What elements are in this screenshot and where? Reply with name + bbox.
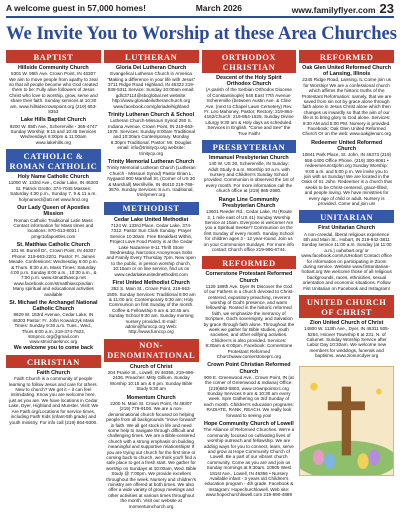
church-name: Immanuel Presbyterian Church: [209, 155, 289, 162]
church-details: 1129 189th Ave. Dyer IN Discover the God of our Fathers in a church devoted to Christ-centered, expository preaching, reverent worship of God's presence, and warm fellowship. Rooted in the historic reformed faith, we emphasize the inerrancy of Scripture, God's sovereignty, and Salvation by grace through faith alone. Throughout the week we gather for Bible studies, youth societies, and other edifying activities. Children's is also provided. Services: 9:30am & 6:00pm. Facebook: Cornerstone Protestant Reformed Churchwww.cornerstoneprc.org: [203, 283, 295, 360]
page-header: [6, 0, 394, 18]
church-details: 2245 Ridge Road, Lansing, IL Come join us for Worship! We are a confessional church which affirms the historic truths of the Protestant Reformation: namely, that we are saved from sin not by grace alone through faith alone in Jesus Christ alone which then changes us inwardly so that the aim of our life is to bring glory to God alone. Services: 9:30 AM and 5:00 PM. Nursery is provided. Facebook: Oak Glen United Reformed Church Or on the web: www.oakglenurc.org: [301, 77, 392, 137]
section-header-baptist: BAPTIST: [6, 50, 101, 63]
church-listing: [6, 370, 101, 425]
church-details: A non-creedal, liberal religious experience 5th and Main St., Hobart, IN 219-942-3811 Sunday service 11:00 a.m. Sunday (at 11:00 a.m.) uuhobart.org/ or www.facebook.com/UUHobart Contact office for information on participating in Zoom during service. Website www.firstunitarian-hobart.org We welcome those of all religious backgrounds, races, ethnicities, sexual orientation and economic situations. Follow Fist Unitarian on Facebook and Instagram!: [301, 231, 392, 291]
church-listing: [104, 112, 199, 156]
church-listing: [6, 242, 101, 297]
church-name: First United Methodist Church: [112, 280, 190, 286]
church-listing: [6, 205, 101, 239]
church-details: (A parish of the Serbian Orthodox Diocese of Constantinople) 545 East 77th Avenue Schererville (between Austin Ave. & Cline Ave. (next to Chapel Lawn Cemetery) Rev. Fr. Leo Mahoney, Pastor; Rectory: 219-864-4162/Church: 219-864-1525. Sunday Divine Liturgy 9:30 am & Holy days as scheduled. Services in English. "Come and See" the True Faith!: [204, 87, 294, 136]
church-details: 7124 W. 133rd Place, Cedar Lake, 374-7312. Pastor Sun Clark Sunday: Prayer Service 10:30am. Free Breakfast Within, Project Love Food Pantry is at the Cedar Lake Nazarene 9-11 Thrift Store Wednesday. Narcotics Anonymous Sobs and Family Every Thursday 7pm. New open to the public, in person worship church, 10:15am or on line service, find us on www.cedarlakeunitedmethodist.com: [106, 222, 196, 277]
church-listing: [104, 65, 199, 109]
church-name: Lake Hills Baptist Church: [20, 117, 87, 124]
church-details: 2200 N. Main St. Crown Point, IN 46307 (219) 779-9106. We are a non-denominational church focused on helping people from all backgrounds "move forward" in faith. We all get stuck in life and need some help to navigate through difficult and challenging times. We are a Bible-centered church with a strong emphasis on building meaningful and supportive relationships! If you are trying out church for the first time or coming back to church, we think you'll find a safe place to get a fresh start. We gather for worship on Sundays at 10:00am, Wed. Bible Study @ 7:00pm. We provide excellent throughout the week. Nursery and children's ministry are offered at both times. We also offer a wide variety of group meetings and other activities at various times throughout the month. Visit our website at momentumchurch.org: [105, 400, 197, 509]
page-number: 23: [379, 0, 394, 16]
church-name: Oak Glen United Reformed Church of Lansing, Illinois: [302, 65, 392, 78]
church-listing: [6, 65, 101, 114]
church-details: 140 W. US 30, Schererville, IN Sunday: Adult Study 9 a.m. Worship 10 a.m. with nursery and Children's Sunday School provided. Communion is observed the 1st of every month. For more information call the church office at (219) 865-2680.: [203, 161, 294, 194]
church-name: Holy Name Catholic Church: [17, 174, 89, 181]
church-listing: [299, 140, 394, 206]
section-header-catholic: CATHOLIC & ROMAN CATHOLIC: [6, 149, 101, 172]
section-header-lutheran: LUTHERAN: [104, 50, 199, 63]
section-header-orthodox: ORTHODOX CHRISTIAN: [202, 50, 297, 73]
church-details: 5301 W. 95th Ave. Crown Point, IN 46307 We aim to move people from apathy to zeal so that all people become who God created them to be: Fully alive followers of Jesus Christ who love to worship, grow, serve and share their faith. Sunday services at 10:30 am. www.hillsidecrownpoint.org (219) 663-8353: [9, 71, 98, 115]
church-columns: [6, 49, 394, 514]
church-listing: [104, 280, 199, 335]
section-header-christian: CHRISTIAN: [6, 355, 101, 368]
church-listing: [6, 117, 101, 145]
church-listing: [202, 362, 297, 418]
church-details: 909 E. Greenwood Ave., Crown Point, IN (at the corner of Greenwood & Indiana) Office: (219)663-5803, www.crownpointcrc.org Sunday Services 9 am & 10:30 am every week. Spm Gathering on 3rd Sunday of each month. Children's education programs: RADIATE, RANK, REACH. We really look forward to seeing you!: [203, 374, 294, 418]
church-details: Roman Catholic Traditional Latin Mass Contact information for Mass times and locations: 970-613-8031 / pmgr1ofapostles.com: [13, 217, 94, 239]
church-listing: [6, 300, 101, 351]
church-name: Cornerstone Protestant Reformed Church: [205, 271, 293, 284]
header-tagline: A welcome guest in 57,000 homes!: [6, 3, 146, 13]
church-details: The Alliance of Reformed Churches. We're a community focused on cultivating lives of worship outreach and fellowship. We are adding ways for you to connect, learn, serve and grow at Hope Community Church of Lowell. Be a part of our vibrant church community. Come as you are and join us Sunday mornings at 9:30am. 10505 West 181st Ave., Lowell, IN 46356 • Nursery Available infant - 3 years old Children's education program - 4th grade. Facebook & Instagram: Hopechurchlowell. Web site: www.hopechurchlowell.com 219-690-4889: [203, 427, 295, 498]
church-name: Range Line Community Presbyterian Church: [218, 196, 279, 209]
church-listing: [104, 364, 199, 392]
church-name: Gloria Dei Lutheran Church: [115, 65, 187, 71]
church-tagline: We welcome you to come back: [13, 344, 94, 351]
church-listing: [299, 320, 394, 359]
church-listing: [6, 174, 101, 202]
section-header-reformed: REFORMED: [202, 256, 297, 269]
church-name: First Unitarian Church: [318, 225, 376, 232]
column-3: [202, 49, 297, 514]
church-name: Trinity Lutheran Church & School: [108, 112, 195, 119]
church-details: Evangelical Lutheran Church in America "Making a difference in your life with Jesus" 3711 Ridge Road Highland, IN 46322 219-838-5311 Service: Sunday 10:00am email: gdlc37114@sbcglobal.net website: http://www.gloriadeilutheranchurch.org www.facebook.com/gloriadeihighland: [107, 71, 196, 109]
section-header-reformed: REFORMED: [299, 50, 394, 63]
column-2: [104, 49, 199, 514]
column-4: [299, 49, 394, 514]
church-name: Momentum Church: [126, 394, 176, 401]
church-listing: [299, 225, 394, 291]
church-details: 101 W. Burrell Dr., Crown Point, IN 46307 Phone: 219-663-2201. Pastor: Fr. James Meade. Confessions: Wednesday 6:00 p.m. & Thurs. 8:30 a.m. Mass Times: Saturday 4:00 p.m. Sunday 8:00 a.m., 10:30 a.m., & 7:00 p.m. www.stmatthiascp.net www.facebook.com/stmatthiascpindian Many spiritual and educational activities available: [8, 248, 98, 297]
page-headline: We Invite You to Worship at these Area Churches: [6, 24, 397, 44]
header-date: March 2026: [195, 3, 243, 13]
church-name: St. Michael the Archangel National Catholic Church: [9, 300, 98, 313]
church-name: Hope Community Church of Lowell: [203, 421, 294, 428]
church-listing: [104, 217, 199, 277]
church-name: Descent of the Holy Spirit Orthodox Church: [216, 75, 282, 88]
church-name: Crown Point Christian Reformed Church: [207, 362, 291, 375]
church-details: 11000 W. 133rd Ave., Cedar Lake, IN 46303 St. Patrick Grotto: 374-7045 Masses: Saturday 4:30 p.m., Sunday 7, 9 & 11 a.m. holynamecl@att.net www.hncl.org: [8, 180, 99, 202]
church-name: St. Matthias Catholic Church: [16, 242, 91, 249]
church-listing: [202, 271, 297, 359]
section-header-presbyterian: PRESBYTERIAN: [202, 140, 297, 153]
church-name: Hillside Community Church: [18, 65, 89, 71]
church-listing: [299, 65, 394, 137]
section-header-ucc: UNITED CHURCH OF CHRIST: [299, 295, 394, 318]
church-details: 352 S. Main St., Crown Point, 219-663-1505. Sunday Services: Traditional 8:00 am & 11:00 am; Contemporary 9:30 am; Holy Communion on first Sunday of the month. Coffee & Fellowship 9 am & 10:45 am. Sunday School 9:30 am. Sunday morning nursery provided. E-mail: admin@fumccp.org Web: http://www.fumccp.org: [106, 286, 196, 335]
church-details: 14800 W. 113th Ave., Dyer, IN 46311 505-5264, Hoover Township 8 at 231, N. of Calumet. Sunday Worship Service after Labor Day 10:30am. We welcome new members for weddings, funerals and baptisms. www.zionurcdyer.org: [303, 326, 390, 359]
church-name: Our Lady Queen of Apostles Mission: [17, 205, 90, 218]
church-listing: [104, 159, 199, 198]
church-details: Lutheran Church-Missouri Synod 250 S. Indiana Avenue, Crown Point, IN 219-663-1578. Services: Sunday 8:00am Traditional and 10:30am Contemporary. Monday 6:30pm Traditional. Pastor: Mr. Douglas email: info@trinitycp.org website: trinitycp.org: [107, 118, 195, 156]
header-right: [292, 1, 394, 16]
church-listing: [202, 75, 297, 136]
church-name: Trinity Memorial Lutheran Church: [107, 159, 195, 166]
church-details: Trinity Memorial Lutheran Church (Lutheran Church - Missouri Synod) Pastor Brian L. Nygaard 900 Marshall St. (Corner of US 30 & Marshall) Merrillville, IN 46410 219-769-3576. Sunday Services: 8 a.m. traditional, trinitymerr.org: [106, 165, 196, 198]
church-listing: [104, 395, 199, 509]
section-header-methodist: METHODIST: [104, 202, 199, 215]
easter-cross-illustration: [300, 367, 393, 475]
church-listing: [202, 421, 297, 497]
church-listing: [202, 155, 297, 194]
church-details: 10841 Park Place, St. John, IN 46373 (219) 558-1400 Office Phone. (219) 300-9061 • redeemerurcstjohn.org Sunday Worship: 9:00 a.m. and 5:00 p.m. We invite you to join with us Sunday! We are located in the Oaks of St. John. Redeemer is a church that seeks to be Christ-centered, grace-filled, and people loving. We have ministries for every age of child or adult. Nursery is provided. Come and join us!: [301, 152, 392, 206]
column-1: [6, 49, 101, 514]
decorative-easter-illustration: [299, 366, 394, 476]
church-name: Church of Christ: [129, 363, 173, 370]
church-name: Redeemer United Reformed Church: [311, 139, 383, 153]
section-header-unitarian: UNITARIAN: [299, 210, 394, 223]
church-details: 9629 W. 153rd Avenue, Cedar Lake, IN 46303 Pastor: Fr. John Kowalczyk Mass Times: Sunday 9:30 a.m. Tues., Wed., Thurs 9:00 a.m. 219-374-7622, stmpncc.org@gmail.com www.stmichaelsncc.org: [12, 312, 95, 345]
church-details: Faith Church is a community of people learning to follow Jesus and care for others. New to church? We get it – it can feel intimidating. Know you are welcome here, just as you are. We have locations in Cedar Lake, Dyer, Highland and Munster. Visit: We Are Faith.org/Locations for service times, including Faith Kids (infant-5th grade) and youth ministry. For info call (219) 864-9300.: [8, 376, 99, 425]
church-details: 13601 Reeder Rd., Cedar Lake, IN (Route 2, 1 mile east of US 41) Sunday Worship Service at 10am. Everyone is welcome! Are you a Spiritual Seeker? Communion on the first Sunday of every month. Sunday School for children ages 3 - 12 year-round. Join us on your Communion Sundays. For more info contact Church office 219-996-6744.: [203, 209, 295, 252]
header-url[interactable]: www.familyflyer.com: [291, 4, 376, 15]
church-details: 204 Prairie St., Lowell, IN 46356, 219-696-2436. Preacher: Mitty Gillium. Sunday Worship 10:15 am & 6 pm. Sunday Bible Study 9:30 am: [107, 370, 195, 392]
church-name: Zion United Church of Christ: [309, 320, 384, 327]
church-listing: [202, 197, 297, 253]
church-details: 9200 W. 85th Ave., Schererville - 365-4747 Sunday Worship: 9:15 and 10:45 Services Wednesdays 6:00pm & 11:00am www.lakehills.org: [9, 123, 97, 145]
section-header-non-denominational: NON-DENOMINATIONAL: [104, 339, 199, 362]
church-name: Cedar Lake United Methodist: [113, 216, 189, 223]
church-name: Faith Church: [36, 370, 70, 377]
